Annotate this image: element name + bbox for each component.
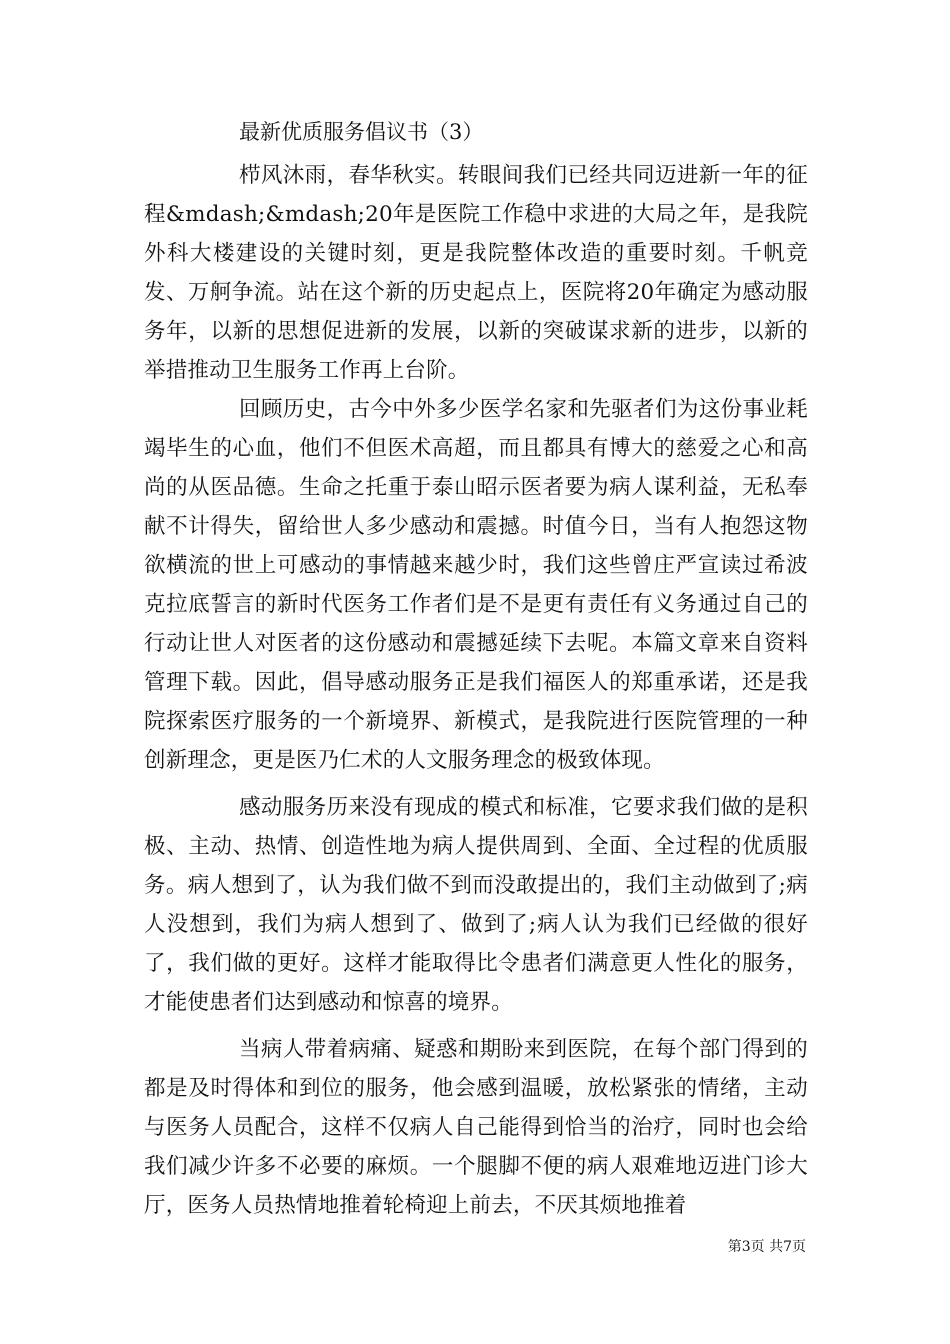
paragraph-1: 栉风沐雨，春华秋实。转眼间我们已经共同迈进新一年的征程&mdash;&mdash;20年是医院工作稳中求进的大局之年，是我院外科大楼建设的关键时刻，更是我院整体改造的重要时刻。千帆竞发、万舸争流。站在这个新的历史起点上，医院将20年确定为感动服务年，以新的思想促进新的发展，以新的突破谋求新的进步，以新的举措推动卫生服务工作再上台阶。	[144, 163, 808, 383]
page-number-footer: 第3页 共7页	[727, 1239, 806, 1255]
paragraph-3: 感动服务历来没有现成的模式和标准，它要求我们做的是积极、主动、热情、创造性地为病人提供周到、全面、全过程的优质服务。病人想到了，认为我们做不到而没敢提出的，我们主动做到了;病人没想到，我们为病人想到了、做到了;病人认为我们已经做的很好了，我们做的更好。这样才能取得比令患者们满意更人性化的服务，才能使患者们达到感动和惊喜的境界。	[144, 795, 808, 1015]
document-body	[144, 117, 808, 1225]
paragraph-2: 回顾历史，古今中外多少医学名家和先驱者们为这份事业耗竭毕生的心血，他们不但医术高超，而且都具有博大的慈爱之心和高尚的从医品德。生命之托重于泰山昭示医者要为病人谋利益，无私奉献不计得失，留给世人多少感动和震撼。时值今日，当有人抱怨这物欲横流的世上可感动的事情越来越少时，我们这些曾庄严宣读过希波克拉底誓言的新时代医务工作者们是不是更有责任有义务通过自己的行动让世人对医者的这份感动和震撼延续下去呢。本篇文章来自资料管理下载。因此，倡导感动服务正是我们福医人的郑重承诺，还是我院探索医疗服务的一个新境界、新模式，是我院进行医院管理的一种创新理念，更是医乃仁术的人文服务理念的极致体现。	[144, 397, 808, 773]
paragraph-4: 当病人带着病痛、疑惑和期盼来到医院，在每个部门得到的都是及时得体和到位的服务，他会感到温暖，放松紧张的情绪，主动与医务人员配合，这样不仅病人自己能得到恰当的治疗，同时也会给我们减少许多不必要的麻烦。一个腿脚不便的病人艰难地迈进门诊大厅，医务人员热情地推着轮椅迎上前去，不厌其烦地推着	[144, 1037, 808, 1218]
document-title: 最新优质服务倡议书（3）	[239, 120, 484, 144]
